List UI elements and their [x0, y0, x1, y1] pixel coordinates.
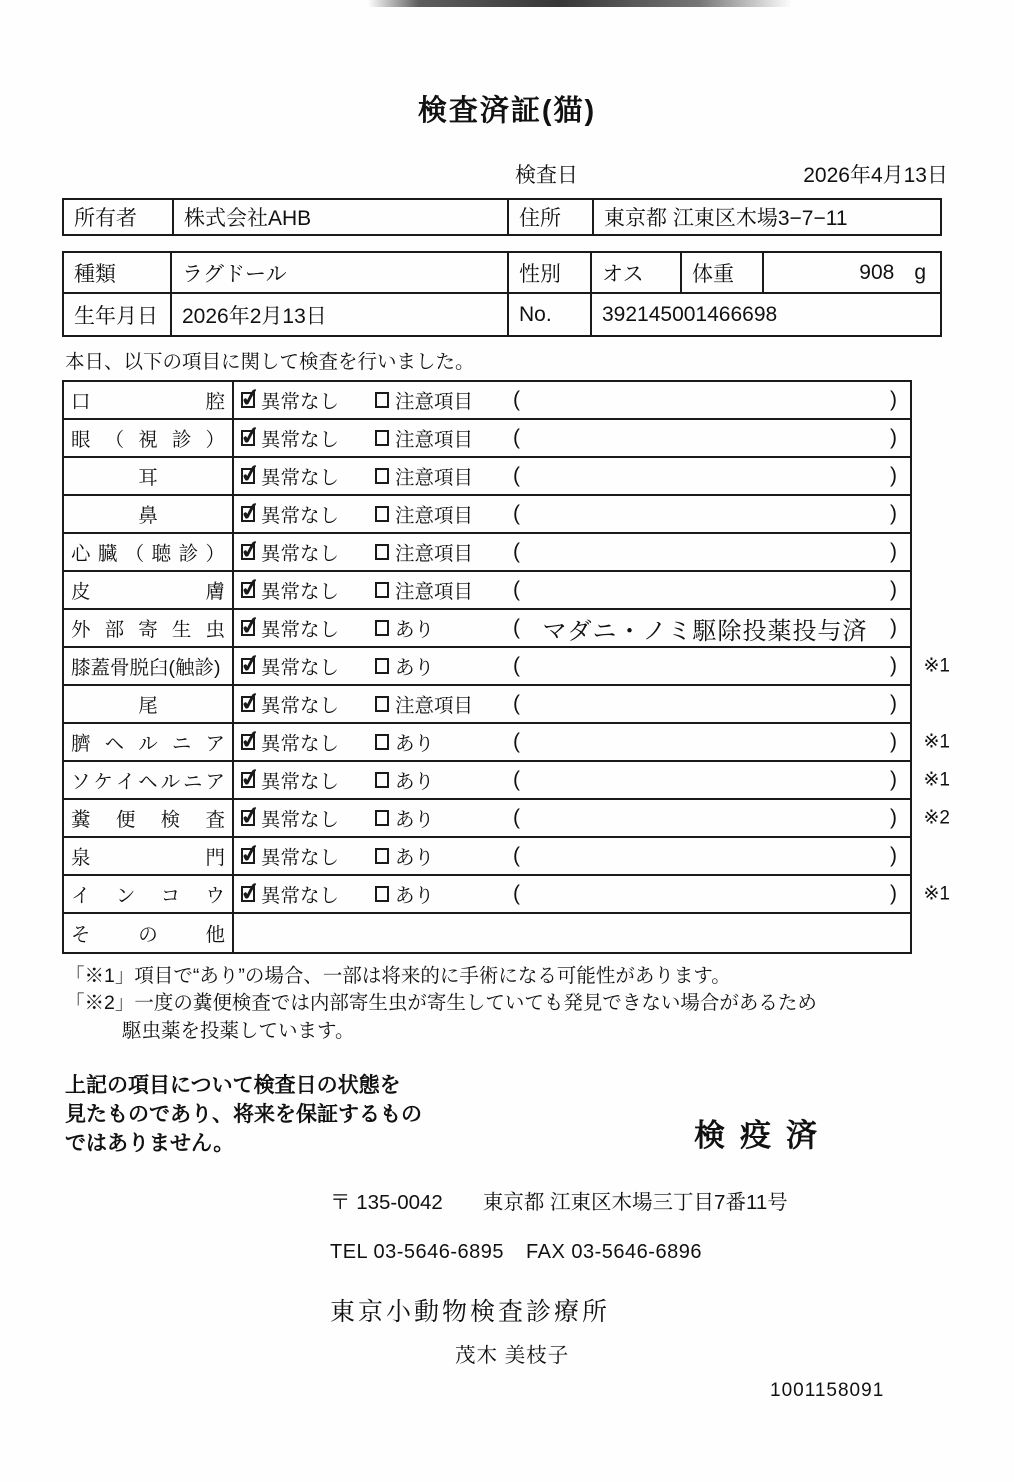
checklist-item-label: 膝蓋骨脱臼(触診) [64, 648, 234, 684]
unchecked-checkbox-icon [375, 468, 389, 484]
checked-checkbox-icon [241, 772, 255, 788]
remarks-text: マダニ・ノミ駆除投薬投与済 [542, 617, 868, 645]
checkbox-label: 異常なし [261, 847, 340, 869]
note-2: 「※2」一度の糞便検査では内部寄生虫が寄生していても発見できない場合があるため [65, 992, 817, 1015]
disclaimer-line-1: 上記の項目について検査日の状態を [65, 1074, 401, 1098]
scan-artifact [368, 0, 792, 7]
unchecked-checkbox-icon [375, 696, 389, 712]
no-label: No. [507, 294, 590, 335]
unchecked-checkbox-icon [375, 772, 389, 788]
checkbox-label: 異常なし [261, 733, 340, 755]
open-paren: ( [513, 730, 520, 753]
close-paren: ) [890, 654, 897, 677]
checkbox-label: 異常なし [261, 885, 340, 907]
breed-value: ラグドール [170, 253, 507, 292]
remarks-field [513, 806, 910, 830]
weight-unit: g [914, 260, 926, 284]
checklist-row [64, 534, 910, 572]
checklist-row-content [234, 800, 950, 836]
pet-row-2 [64, 294, 940, 335]
checked-checkbox-icon [241, 430, 255, 446]
open-paren: ( [513, 654, 520, 677]
open-paren: ( [513, 388, 520, 411]
checkbox-label: あり [395, 847, 435, 869]
checklist-row-content [234, 762, 950, 798]
checklist-row [64, 610, 910, 648]
checkbox-label: 異常なし [261, 467, 340, 489]
inspection-date-value: 2026年4月13日 [803, 164, 948, 187]
birthdate-label: 生年月日 [74, 304, 158, 328]
open-paren: ( [513, 768, 520, 791]
checkbox-group [241, 462, 375, 490]
checklist-item-label: 心 臓 （ 聴 診 ） [64, 534, 234, 570]
clinic-phone-line [330, 1241, 1014, 1264]
close-paren: ) [890, 844, 897, 867]
unchecked-checkbox-icon [375, 848, 389, 864]
owner-row [64, 200, 940, 234]
checkbox-group [375, 804, 509, 832]
checked-checkbox-icon [241, 582, 255, 598]
checkbox-label: 注意項目 [395, 467, 474, 489]
checkbox-group [375, 424, 509, 452]
checkbox-group [241, 652, 375, 680]
reference-mark: ※2 [923, 807, 950, 829]
checklist-row [64, 724, 950, 762]
inspection-date-label: 検査日 [515, 164, 578, 187]
open-paren: ( [513, 616, 520, 639]
checkbox-group [375, 386, 509, 414]
checked-checkbox-icon [241, 506, 255, 522]
checkbox-label: あり [395, 733, 435, 755]
remarks-field [513, 692, 910, 716]
remarks-field [513, 426, 910, 450]
checklist-item-label: 口 腔 [64, 382, 234, 418]
checklist-item-label: 耳 [64, 458, 234, 494]
checked-checkbox-icon [241, 392, 255, 408]
note-1: 「※1」項目で“あり”の場合、一部は将来的に手術になる可能性があります。 [65, 965, 731, 987]
checklist-row-content [234, 610, 910, 646]
close-paren: ) [890, 464, 897, 487]
checklist-row [64, 800, 950, 838]
breed-label: 種類 [74, 262, 116, 286]
checkbox-group [241, 804, 375, 832]
checkbox-label: あり [395, 885, 435, 907]
checkbox-label: あり [395, 657, 435, 679]
remarks-field [513, 578, 910, 602]
unchecked-checkbox-icon [375, 734, 389, 750]
checklist-item-label: 尾 [64, 686, 234, 722]
checkbox-group [375, 576, 509, 604]
checkbox-group [241, 538, 375, 566]
checklist-item-label: 泉 門 [64, 838, 234, 874]
checklist-item-label: 皮 膚 [64, 572, 234, 608]
fax-number: FAX 03-5646-6896 [526, 1240, 702, 1263]
checkbox-group [375, 880, 509, 908]
checklist-row-content [234, 572, 910, 608]
notes-section [65, 964, 952, 1044]
checklist-row [64, 914, 910, 952]
unchecked-checkbox-icon [375, 886, 389, 902]
checked-checkbox-icon [241, 468, 255, 484]
remarks-field [513, 611, 910, 646]
checklist-row [64, 838, 910, 876]
checkbox-label: 注意項目 [395, 391, 474, 413]
pet-row-1 [64, 253, 940, 294]
checklist-row-content [234, 914, 910, 952]
checklist-item-label: そ の 他 [64, 914, 234, 952]
open-paren: ( [513, 464, 520, 487]
close-paren: ) [890, 882, 897, 905]
checklist-item-label: ソ ケ イ ヘ ル ニ ア [64, 762, 234, 798]
checklist-row-content [234, 420, 910, 456]
checkbox-group [375, 842, 509, 870]
checkbox-group [241, 614, 375, 642]
checked-checkbox-icon [241, 810, 255, 826]
intro-text: 本日、以下の項目に関して検査を行いました。 [65, 351, 475, 373]
checklist-item-label: イ ン コ ウ [64, 876, 234, 912]
checkbox-label: 異常なし [261, 391, 340, 413]
checkbox-group [375, 500, 509, 528]
checklist-row-content [234, 458, 910, 494]
checklist-row [64, 648, 950, 686]
checked-checkbox-icon [241, 848, 255, 864]
open-paren: ( [513, 426, 520, 449]
disclaimer-line-2: 見たものであり、将来を保証するもの [65, 1103, 422, 1126]
checkbox-label: 異常なし [261, 619, 340, 641]
unchecked-checkbox-icon [375, 430, 389, 446]
checkbox-label: あり [395, 809, 435, 831]
checkbox-label: 異常なし [261, 505, 340, 527]
weight-number: 908 [859, 260, 895, 284]
owner-name: 株式会社AHB [172, 200, 507, 234]
checklist-row [64, 382, 910, 420]
checkbox-label: 異常なし [261, 543, 340, 565]
checkbox-group [241, 880, 375, 908]
checkbox-group [241, 766, 375, 794]
unchecked-checkbox-icon [375, 392, 389, 408]
checked-checkbox-icon [241, 544, 255, 560]
address-label: 住所 [507, 200, 592, 234]
open-paren: ( [513, 578, 520, 601]
quarantine-stamp: 検疫済 [694, 1117, 832, 1153]
unchecked-checkbox-icon [375, 620, 389, 636]
checkbox-group [375, 690, 509, 718]
close-paren: ) [890, 426, 897, 449]
checklist-item-label: 鼻 [64, 496, 234, 532]
checkbox-label: あり [395, 771, 435, 793]
serial-number: 1001158091 [770, 1379, 885, 1401]
open-paren: ( [513, 502, 520, 525]
checkbox-label: 注意項目 [395, 581, 474, 603]
checklist-row-content [234, 876, 950, 912]
checklist-row-content [234, 838, 910, 874]
unchecked-checkbox-icon [375, 506, 389, 522]
close-paren: ) [890, 388, 897, 411]
weight-label: 体重 [680, 253, 762, 292]
checkbox-label: 注意項目 [395, 429, 474, 451]
checkbox-label: 異常なし [261, 771, 340, 793]
note-2-continued: 駆虫薬を投薬しています。 [122, 1019, 355, 1042]
close-paren: ) [890, 578, 897, 601]
open-paren: ( [513, 806, 520, 829]
checklist-row-content [234, 686, 910, 722]
sex-label: 性別 [507, 253, 590, 292]
checkbox-group [375, 614, 509, 642]
checkbox-label: 注意項目 [395, 505, 474, 527]
disclaimer-row [65, 1072, 1014, 1159]
close-paren: ) [890, 730, 897, 753]
reference-mark: ※1 [923, 883, 950, 905]
checklist-table [62, 380, 950, 954]
checkbox-label: 注意項目 [395, 695, 474, 717]
reference-mark: ※1 [923, 731, 950, 753]
open-paren: ( [513, 844, 520, 867]
clinic-address-line [330, 1185, 1014, 1215]
checkbox-group [241, 728, 375, 756]
unchecked-checkbox-icon [375, 658, 389, 674]
disclaimer-text [65, 1072, 422, 1159]
checklist-item-label: 眼 （ 視 診 ） [64, 420, 234, 456]
inspection-date-row [62, 159, 952, 189]
checklist-row-content [234, 496, 910, 532]
checklist-row [64, 496, 910, 534]
checklist-row [64, 458, 910, 496]
tel-number: TEL 03-5646-6895 [330, 1240, 505, 1263]
remarks-field [513, 502, 910, 526]
checklist-row-content [234, 382, 910, 418]
checkbox-group [241, 424, 375, 452]
clinic-name: 東京小動物検査診療所 [330, 1297, 611, 1326]
postal-code: 〒 135-0042 [330, 1190, 443, 1214]
close-paren: ) [890, 616, 897, 639]
checklist-row [64, 686, 910, 724]
checklist-item-label: 外 部 寄 生 虫 [64, 610, 234, 646]
address-value: 東京都 江東区木場3−7−11 [592, 200, 940, 234]
disclaimer-line-3: ではありません。 [65, 1131, 235, 1155]
clinic-address: 東京都 江東区木場三丁目7番11号 [482, 1190, 788, 1214]
remarks-field [513, 768, 910, 792]
page-title: 検査済証(猫) [417, 95, 597, 127]
checked-checkbox-icon [241, 620, 255, 636]
close-paren: ) [890, 806, 897, 829]
checkbox-group [375, 766, 509, 794]
checked-checkbox-icon [241, 886, 255, 902]
open-paren: ( [513, 540, 520, 563]
checklist-row-content [234, 724, 950, 760]
close-paren: ) [890, 540, 897, 563]
checkbox-group [241, 576, 375, 604]
checked-checkbox-icon [241, 696, 255, 712]
birthdate-value: 2026年2月13日 [170, 294, 507, 335]
checked-checkbox-icon [241, 734, 255, 750]
checklist-row [64, 762, 950, 800]
checklist-row-content [234, 648, 950, 684]
checkbox-label: 異常なし [261, 581, 340, 603]
checked-checkbox-icon [241, 658, 255, 674]
open-paren: ( [513, 882, 520, 905]
remarks-field [513, 388, 910, 412]
reference-mark: ※1 [923, 769, 950, 791]
weight-cell [762, 253, 940, 292]
pet-info-table [62, 251, 942, 337]
checkbox-group [375, 652, 509, 680]
checkbox-group [241, 386, 375, 414]
unchecked-checkbox-icon [375, 810, 389, 826]
checklist-row [64, 876, 950, 914]
veterinarian-name: 茂木 美枝子 [455, 1343, 570, 1367]
remarks-field [513, 844, 910, 868]
checkbox-group [375, 728, 509, 756]
close-paren: ) [890, 768, 897, 791]
checklist-row [64, 572, 910, 610]
checkbox-group [375, 538, 509, 566]
checkbox-label: 異常なし [261, 429, 340, 451]
owner-label: 所有者 [74, 207, 137, 230]
remarks-field [513, 730, 910, 754]
checkbox-group [241, 690, 375, 718]
checkbox-label: 注意項目 [395, 543, 474, 565]
remarks-field [513, 882, 910, 906]
checkbox-label: あり [395, 619, 435, 641]
owner-info-table [62, 198, 942, 236]
close-paren: ) [890, 692, 897, 715]
checkbox-label: 異常なし [261, 809, 340, 831]
checkbox-group [375, 462, 509, 490]
reference-mark: ※1 [923, 655, 950, 677]
open-paren: ( [513, 692, 520, 715]
unchecked-checkbox-icon [375, 582, 389, 598]
remarks-field [513, 654, 910, 678]
unchecked-checkbox-icon [375, 544, 389, 560]
remarks-field [513, 540, 910, 564]
checkbox-label: 異常なし [261, 695, 340, 717]
checkbox-group [241, 842, 375, 870]
checklist-item-label: 糞 便 検 査 [64, 800, 234, 836]
checkbox-label: 異常なし [261, 657, 340, 679]
checkbox-group [241, 500, 375, 528]
no-value: 392145001466698 [590, 294, 940, 335]
close-paren: ) [890, 502, 897, 525]
checklist-row-content [234, 534, 910, 570]
sex-value: オス [590, 253, 680, 292]
checklist-item-label: 臍 ヘ ル ニ ア [64, 724, 234, 760]
remarks-field [513, 464, 910, 488]
checklist-row [64, 420, 910, 458]
